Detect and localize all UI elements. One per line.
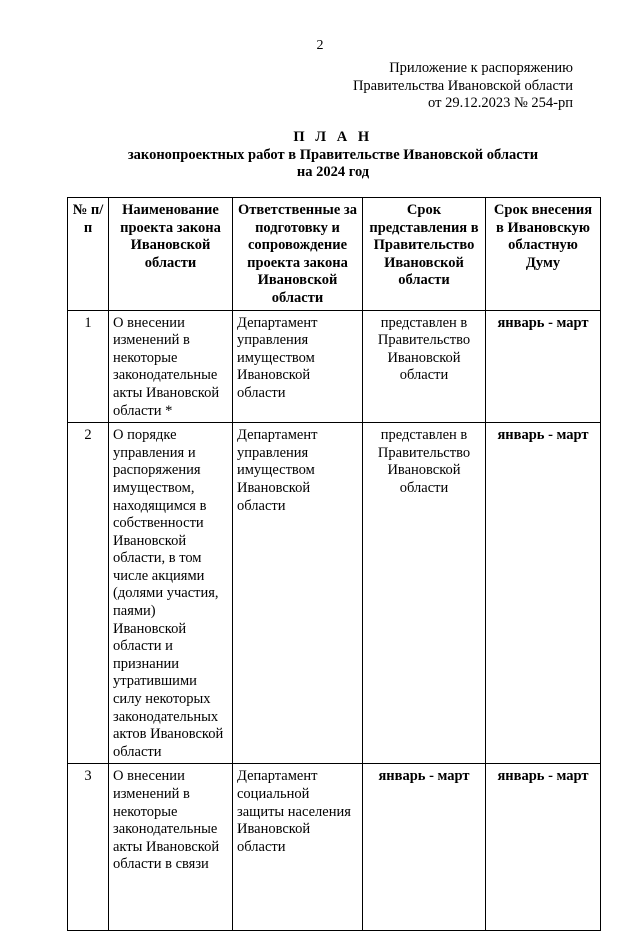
appendix-line-2: Правительства Ивановской области bbox=[352, 77, 573, 94]
cell-term-duma: январь - март bbox=[486, 310, 601, 423]
cell-name: О внесении изменений в некоторые законодательные акты Ивановской области в связи bbox=[109, 764, 233, 931]
cell-term-gov: представлен в Правительство Ивановской области bbox=[363, 423, 486, 764]
cell-term-duma: январь - март bbox=[486, 423, 601, 764]
header-num: № п/п bbox=[68, 198, 109, 311]
title-subtitle: законопроектных работ в Правительстве Ивановской области bbox=[127, 146, 539, 163]
header-responsible: Ответственные за подготовку и сопровождение проекта закона Ивановской области bbox=[233, 198, 363, 311]
title-plan: П Л А Н bbox=[293, 129, 373, 145]
document-title bbox=[0, 129, 640, 182]
cell-num: 3 bbox=[68, 764, 109, 931]
appendix-line-3: от 29.12.2023 № 254-рп bbox=[428, 95, 573, 111]
table-row bbox=[68, 310, 601, 423]
plan-table bbox=[67, 197, 601, 931]
header-term-gov: Срок представления в Правительство Ивановской области bbox=[363, 198, 486, 311]
title-year: на 2024 год bbox=[296, 164, 370, 180]
cell-num: 1 bbox=[68, 310, 109, 423]
cell-responsible: Департамент управления имуществом Ивановской области bbox=[233, 423, 363, 764]
appendix-block bbox=[353, 60, 573, 113]
cell-term-gov: представлен в Правительство Ивановской области bbox=[363, 310, 486, 423]
cell-term-gov: январь - март bbox=[363, 764, 486, 931]
table-row bbox=[68, 764, 601, 931]
header-term-duma: Срок внесения в Ивановскую областную Думу bbox=[486, 198, 601, 311]
cell-num: 2 bbox=[68, 423, 109, 764]
cell-name: О порядке управления и распоряжения имуществом, находящимся в собственности Ивановской области, в том числе акциями (долями участия, паями) Ивановской области и признании утратившими силу некоторых законодательных актов Ивановской области bbox=[109, 423, 233, 764]
page-number: 2 bbox=[316, 38, 324, 53]
table-header-row bbox=[68, 198, 601, 311]
header-name: Наименование проекта закона Ивановской области bbox=[109, 198, 233, 311]
cell-responsible: Департамент социальной защиты населения Ивановской области bbox=[233, 764, 363, 931]
cell-responsible: Департамент управления имуществом Ивановской области bbox=[233, 310, 363, 423]
cell-name: О внесении изменений в некоторые законодательные акты Ивановской области * bbox=[109, 310, 233, 423]
appendix-line-1: Приложение к распоряжению bbox=[389, 60, 573, 76]
cell-term-duma: январь - март bbox=[486, 764, 601, 931]
table-row bbox=[68, 423, 601, 764]
